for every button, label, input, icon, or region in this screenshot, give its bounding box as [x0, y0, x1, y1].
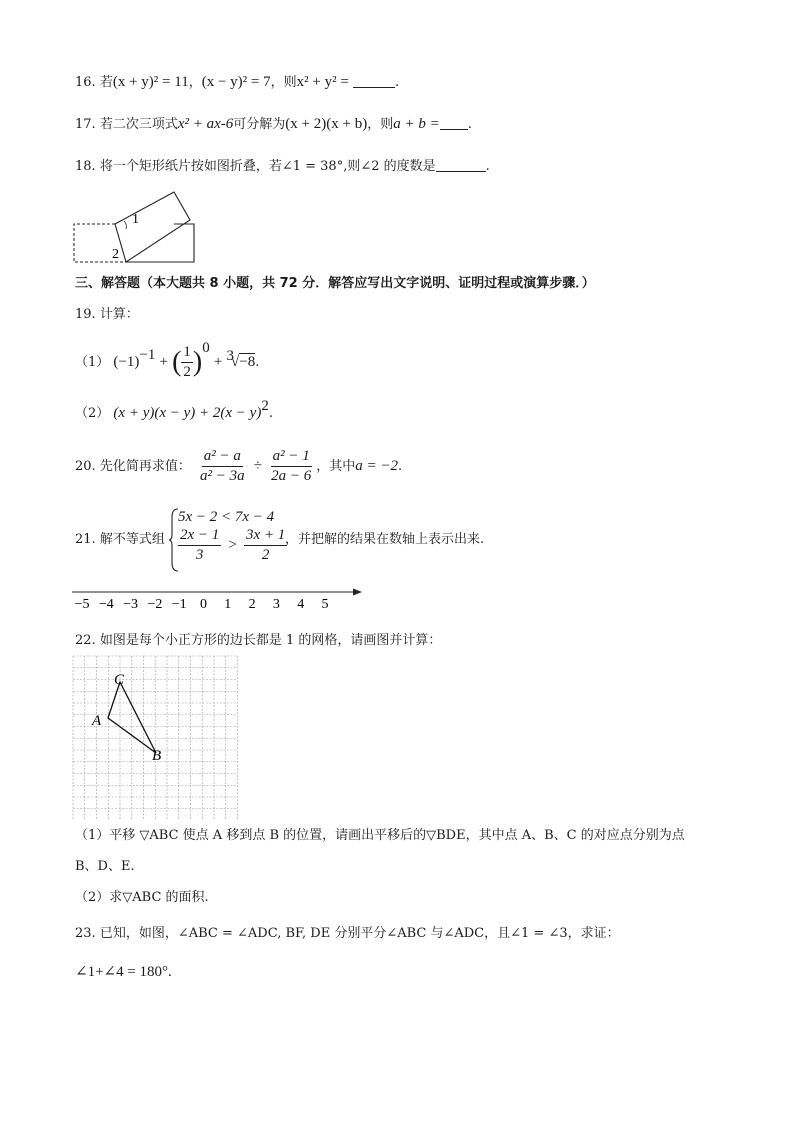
angle-2-label: 2 — [112, 247, 119, 262]
question-22-part-1: （1）平移 ▽ABC 使点 A 移到点 B 的位置，请画出平移后的▽BDE，其中点 A、B、C 的对应点分别为点 — [75, 828, 685, 843]
axis-tick-label: −1 — [171, 597, 187, 612]
question-number: 17. — [75, 117, 96, 132]
math-expression: (x + 2)(x + b) — [285, 116, 368, 132]
axis-tick-label: 4 — [297, 597, 305, 612]
math-expression: a + b = — [393, 116, 440, 132]
inequality-2: $\frac{2x - 1}{3}$ > $\frac{3x + 1}{2}$ — [180, 527, 286, 563]
question-17: 17. 若二次三项式x² + ax-6可分解为(x + 2)(x + b)，则a + b = . — [75, 116, 472, 132]
question-23: 23. 已知，如图，∠ABC = ∠ADC, BF, DE 分别平分∠ABC 与∠ADC，且∠1 = ∠3，求证： — [75, 926, 620, 941]
math-expression: (x + y)² = 11 — [112, 74, 189, 90]
axis-tick-label: 5 — [321, 597, 329, 612]
question-20: 20. 先化简再求值： $\frac{\text{a² − a}}{\text{a² − 3a}}$ ÷ $\frac{\text{a² − 1}}{2a - 6}$ ，其中a = −2. — [75, 448, 403, 484]
question-number: 20. — [75, 459, 96, 474]
math-expression: (x − y)² = 7 — [201, 74, 271, 90]
question-18: 18. 将一个矩形纸片按如图折叠，若∠1 = 38°,则∠2 的度数是 . — [75, 159, 490, 174]
question-number: 16. — [75, 75, 96, 90]
question-21-label: 21. 解不等式组 — [75, 532, 165, 547]
rectangle-edge — [126, 224, 194, 262]
axis-tick-label: −5 — [74, 597, 90, 612]
inequality-system — [178, 507, 290, 564]
question-19: 19. 计算： — [75, 307, 139, 322]
number-line — [68, 582, 368, 612]
math-expression: x² + ax-6 — [177, 116, 234, 132]
fraction: $\frac{\text{a² − 1}}{2a - 6}$ — [271, 448, 312, 484]
inequality-1: 5x − 2 < 7x − 4 — [178, 509, 275, 525]
fraction: $\frac{\text{a² − a}}{\text{a² − 3a}}$ — [199, 448, 245, 484]
question-22: 22. 如图是每个小正方形的边长都是 1 的网格，请画图并计算： — [75, 633, 442, 648]
point-c-label: C — [114, 672, 125, 688]
math-expression: x² + y² = — [296, 74, 349, 90]
question-22-part-2: （2）求▽ABC 的面积. — [75, 890, 209, 905]
math-expression: (x + y)(x − y) + 2(x − y) — [113, 405, 262, 421]
question-23-cont: ∠1+∠4 = 180°. — [75, 964, 172, 980]
part-label: （2） — [75, 406, 110, 421]
axis-tick-label: −3 — [123, 597, 139, 612]
axis-tick-label: 1 — [224, 597, 232, 612]
section-title: 三、解答题（本大题共 8 小题，共 72 分．解答应写出文字说明、证明过程或演算步骤．） — [75, 276, 595, 291]
question-number: 19. — [75, 307, 96, 322]
question-number: 21. — [75, 532, 96, 547]
question-number: 23. — [75, 926, 96, 941]
question-number: 22. — [75, 633, 96, 648]
folded-rectangle-figure — [70, 186, 200, 268]
question-22-part-1-cont: B、D、E. — [75, 859, 135, 874]
question-19-part-2: （2） $(x + y)(x - y) + 2(x - y)^2$. — [75, 398, 273, 421]
axis-tick-label: −2 — [147, 597, 163, 612]
answer-blank[interactable] — [436, 159, 486, 172]
point-a-label: A — [92, 713, 102, 729]
angle-1-arc — [124, 221, 126, 229]
point-b-label: B — [152, 748, 162, 764]
answer-blank[interactable] — [440, 117, 468, 130]
angle-1-label: 1 — [132, 212, 139, 227]
grid-figure — [72, 655, 238, 819]
question-21-tail: ，并把解的结果在数轴上表示出来. — [285, 532, 485, 547]
axis-tick-label: 0 — [200, 597, 207, 612]
axis-tick-label: 2 — [248, 597, 256, 612]
question-number: 18. — [75, 159, 96, 174]
answer-blank[interactable] — [353, 75, 395, 88]
axis-tick-label: −4 — [98, 597, 114, 612]
question-19-part-1: （1） $(-1)^{-1}$ + ( $\frac{1}{2}$ )$^0$ + $^3$√−8. — [75, 340, 260, 380]
question-16: 16. 若(x + y)² = 11，(x − y)² = 7，则x² + y² = . — [75, 74, 400, 90]
cube-root: √−8 — [231, 354, 256, 370]
part-label: （1） — [75, 355, 110, 370]
fraction: $\frac{1}{2}$ — [183, 344, 191, 380]
axis-tick-label: 3 — [272, 597, 280, 612]
arrow-right-icon — [353, 589, 362, 596]
